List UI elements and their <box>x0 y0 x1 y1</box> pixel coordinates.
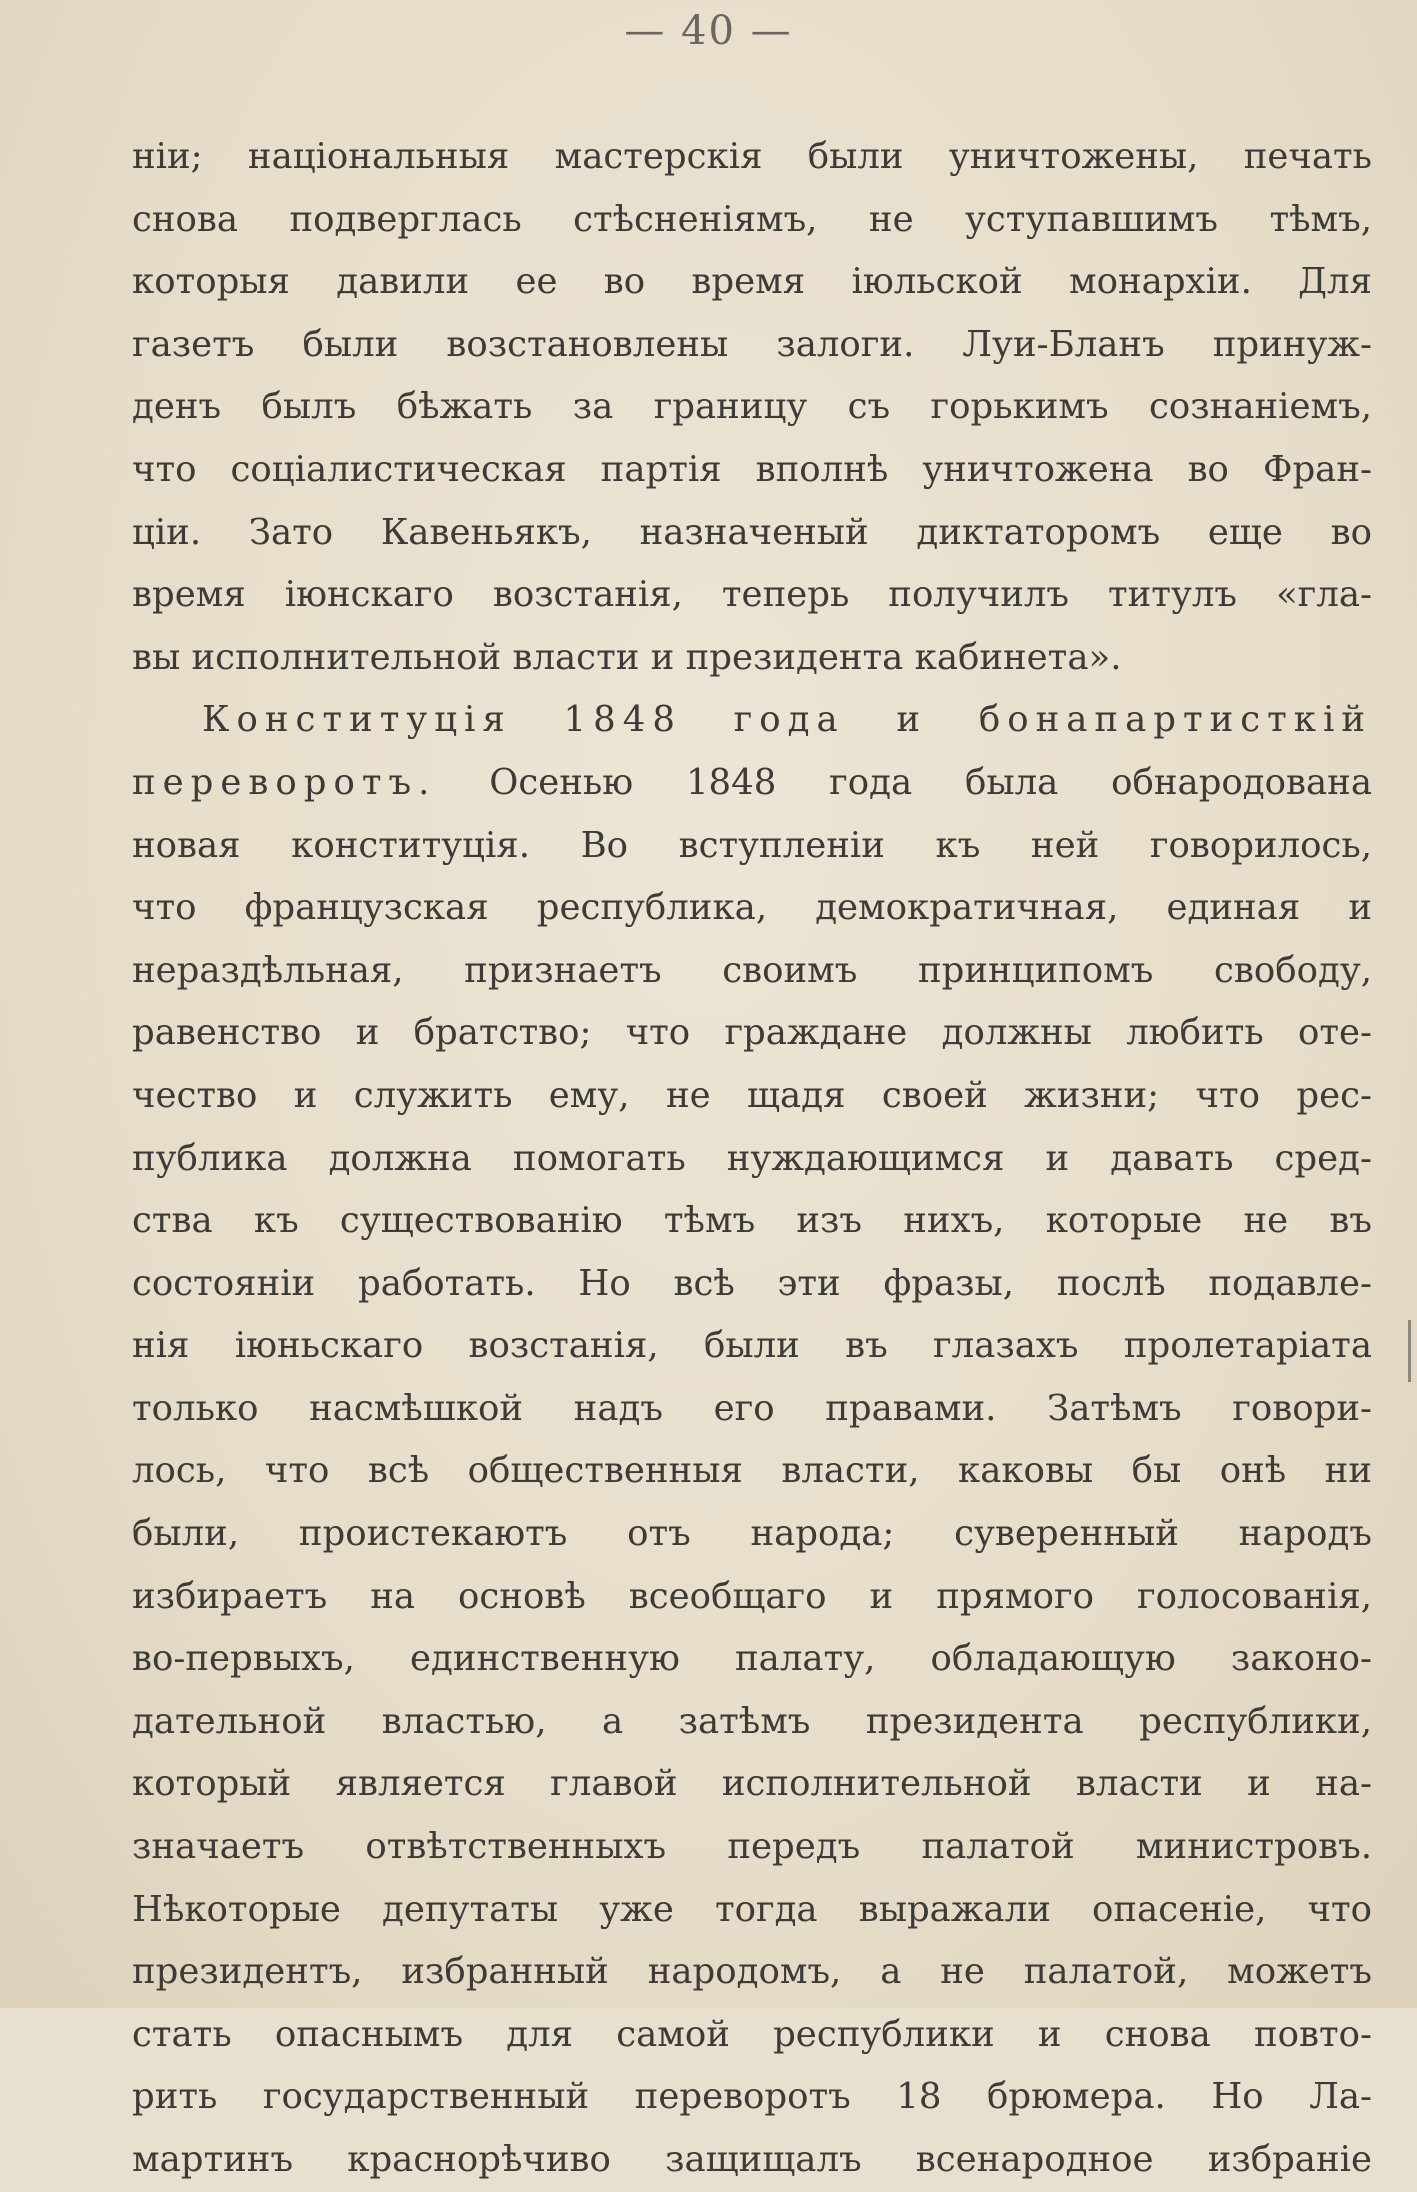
section-heading: Конституція 1848 года и бонапартисткій <box>202 699 1372 741</box>
text-line: вы исполнительной власти и президента кабинета». <box>132 636 1122 678</box>
text-line: нія іюньскаго возстанія, были въ глазахъ пролетаріата <box>132 1325 1372 1367</box>
text-line: во-первыхъ, единственную палату, обладающую законо- <box>132 1638 1372 1680</box>
text-line: который является главой исполнительной власти и на- <box>132 1763 1372 1805</box>
text-line: мартинъ краснорѣчиво защищалъ всенародное избраніе <box>132 2139 1372 2180</box>
text-line: ства къ существованію тѣмъ изъ нихъ, которые не въ <box>132 1200 1372 1242</box>
text-line: газетъ были возстановлены залоги. Луи-Бланъ принуж- <box>132 323 1372 365</box>
text-line: избираетъ на основѣ всеобщаго и прямого голосованія, <box>132 1575 1372 1617</box>
text-line: значаетъ отвѣтственныхъ передъ палатой министровъ. <box>132 1826 1372 1868</box>
section-heading-continuation <box>132 752 1372 815</box>
text-line: новая конституція. Во вступленіи къ ней говорилось, <box>132 824 1372 866</box>
section-text-start: Осенью 1848 года была обнародована <box>489 761 1372 803</box>
section-heading-word: переворотъ. <box>132 761 437 803</box>
text-line: состояніи работать. Но всѣ эти фразы, послѣ подавле- <box>132 1262 1372 1304</box>
text-line: ціи. Зато Кавеньякъ, назначеный диктаторомъ еще во <box>132 511 1372 553</box>
text-line: чество и служить ему, не щадя своей жизни; что рес- <box>132 1074 1372 1116</box>
text-line: что французская республика, демократичная, единая и <box>132 887 1372 929</box>
text-line: денъ былъ бѣжать за границу съ горькимъ сознаніемъ, <box>132 386 1372 428</box>
text-line: были, проистекаютъ отъ народа; суверенный народъ <box>132 1513 1372 1555</box>
text-line: которыя давили ее во время іюльской монархіи. Для <box>132 261 1372 303</box>
text-line: стать опаснымъ для самой республики и снова повто- <box>132 2013 1372 2055</box>
page-number: — 40 — <box>624 8 793 54</box>
body-text <box>132 126 1372 2192</box>
text-line: рить государственный переворотъ 18 брюмера. Но Ла- <box>132 2076 1372 2118</box>
text-line: равенство и братство; что граждане должны любить оте- <box>132 1012 1372 1054</box>
text-line: лось, что всѣ общественныя власти, каковы бы онѣ ни <box>132 1450 1372 1492</box>
text-line: дательной властью, а затѣмъ президента республики, <box>132 1700 1372 1742</box>
text-line: время іюнскаго возстанія, теперь получилъ титулъ «гла- <box>132 574 1372 616</box>
text-line: Нѣкоторые депутаты уже тогда выражали опасеніе, что <box>132 1888 1372 1930</box>
text-line: публика должна помогать нуждающимся и давать сред- <box>132 1137 1372 1179</box>
text-line: только насмѣшкой надъ его правами. Затѣмъ говори- <box>132 1387 1372 1429</box>
text-line: что соціалистическая партія вполнѣ уничтожена во Фран- <box>132 448 1372 490</box>
text-line: ніи; національныя мастерскія были уничтожены, печать <box>132 136 1372 177</box>
text-line: президентъ, избранный народомъ, а не палатой, можетъ <box>132 1951 1372 1993</box>
text-line: нераздѣльная, признаетъ своимъ принципомъ свободу, <box>132 949 1372 991</box>
text-line: снова подверглась стѣсненіямъ, не уступавшимъ тѣмъ, <box>132 198 1372 240</box>
page-edge-mark <box>1408 1320 1411 1382</box>
